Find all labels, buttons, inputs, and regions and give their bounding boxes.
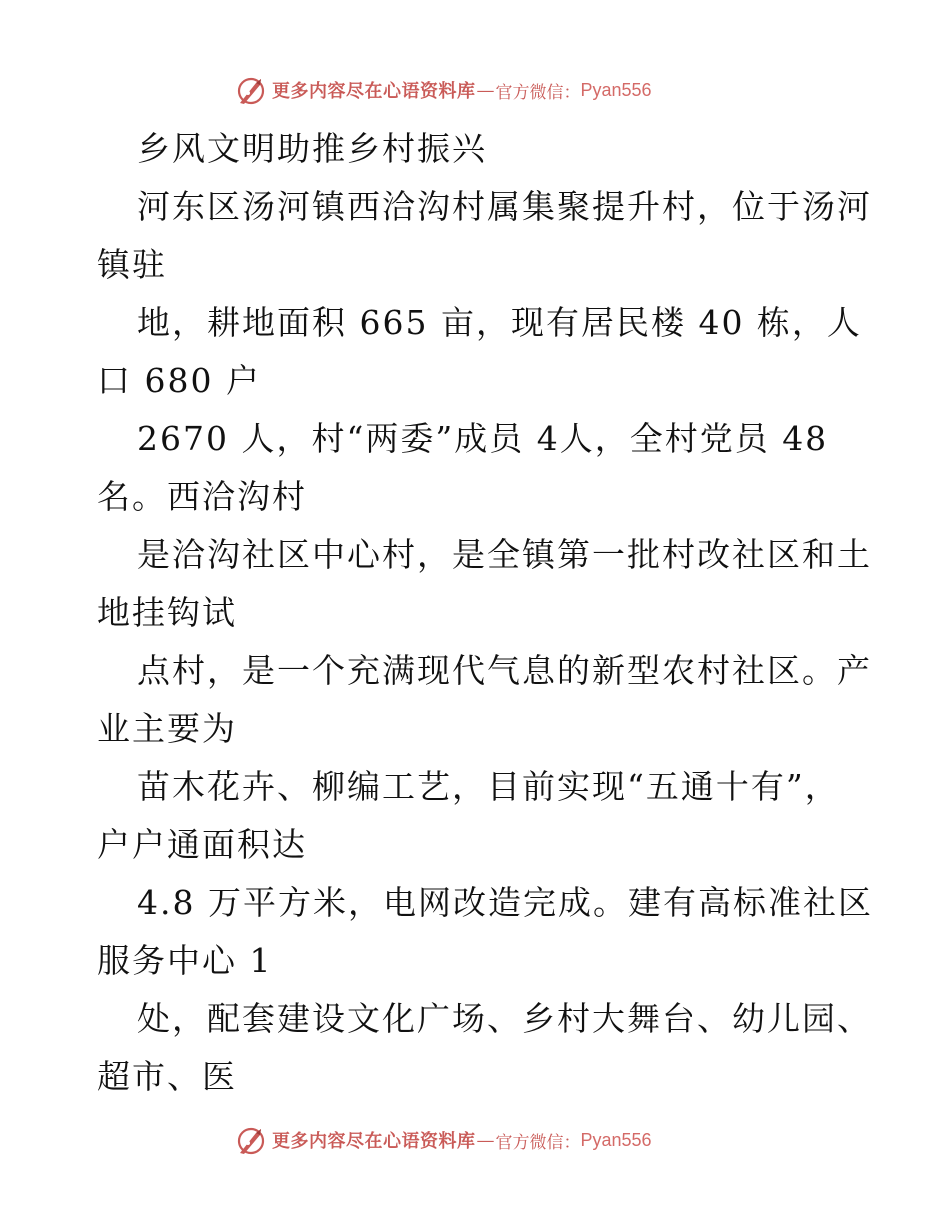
banner-dash: —	[476, 1129, 495, 1151]
paragraph-line: 镇驻	[97, 245, 167, 284]
banner-slogan: 更多内容尽在心语资料库	[272, 81, 476, 102]
document-body	[97, 120, 873, 1106]
paragraph-line: 超市、医	[97, 1057, 237, 1096]
paragraph-line: 口 680 户	[97, 361, 261, 400]
paragraph-line: 户户通面积达	[97, 825, 307, 864]
banner-wechat-id: Pyan556	[580, 79, 652, 100]
paragraph-line: 业主要为	[97, 709, 237, 748]
banner-wechat-label: 官方微信：	[495, 82, 581, 103]
paragraph-line: 服务中心 1	[97, 941, 273, 980]
banner-wechat-id: Pyan556	[580, 1129, 652, 1150]
paragraph-line: 点村，是一个充满现代气息的新型农村社区。产	[137, 651, 872, 690]
banner-wechat-label: 官方微信：	[495, 1132, 581, 1153]
banner-dash: —	[476, 79, 495, 101]
paragraph-line: 苗木花卉、柳编工艺，目前实现“五通十有”，	[137, 767, 840, 806]
pen-nib-logo-icon	[234, 73, 268, 107]
paragraph-line: 地挂钩试	[97, 593, 237, 632]
paragraph-line: 名。西洽沟村	[97, 477, 307, 516]
header-banner	[234, 72, 652, 108]
paragraph-line: 4.8 万平方米，电网改造完成。建有高标准社区	[137, 883, 873, 922]
paragraph-line: 处，配套建设文化广场、乡村大舞台、幼儿园、	[137, 999, 872, 1038]
paragraph-line: 是洽沟社区中心村，是全镇第一批村改社区和土	[137, 535, 872, 574]
paragraph-line: 河东区汤河镇西洽沟村属集聚提升村，位于汤河	[137, 187, 872, 226]
banner-slogan: 更多内容尽在心语资料库	[272, 1131, 476, 1152]
paragraph-line: 2670 人，村“两委”成员 4人，全村党员 48	[137, 419, 829, 458]
document-title: 乡风文明助推乡村振兴	[137, 129, 487, 168]
footer-banner	[234, 1122, 652, 1158]
paragraph-line: 地，耕地面积 665 亩，现有居民楼 40 栋，人	[137, 303, 862, 342]
pen-nib-logo-icon	[234, 1123, 268, 1157]
